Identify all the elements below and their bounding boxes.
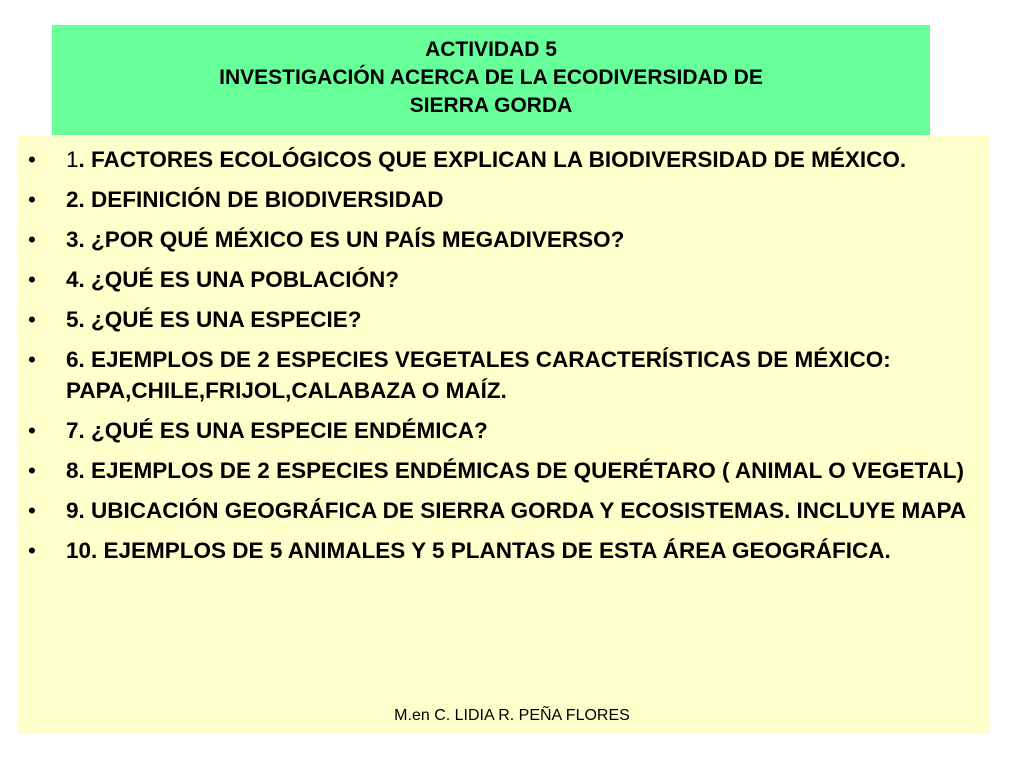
list-item-5 <box>28 304 974 335</box>
bullet-icon: • <box>28 418 36 443</box>
bullet-icon: • <box>28 187 36 212</box>
list-item-text: 5. ¿QUÉ ES UNA ESPECIE? <box>66 307 362 332</box>
list-item-text: . FACTORES ECOLÓGICOS QUE EXPLICAN LA BIODIVERSIDAD DE MÉXICO. <box>78 147 907 172</box>
bullet-icon: • <box>28 458 36 483</box>
content-panel <box>18 136 990 734</box>
bullet-icon: • <box>28 147 36 172</box>
author-footer <box>0 706 1024 726</box>
list-item-text: 7. ¿QUÉ ES UNA ESPECIE ENDÉMICA? <box>66 418 488 443</box>
list-item-7 <box>28 415 974 446</box>
bullet-icon: • <box>28 267 36 292</box>
list-item-text: 10. EJEMPLOS DE 5 ANIMALES Y 5 PLANTAS DE ESTA ÁREA GEOGRÁFICA. <box>66 538 891 563</box>
bullet-icon: • <box>28 307 36 332</box>
bullet-icon: • <box>28 347 36 372</box>
list-item-text: 4. ¿QUÉ ES UNA POBLACIÓN? <box>66 267 399 292</box>
bullet-icon: • <box>28 538 36 563</box>
title-banner <box>52 25 930 135</box>
list-item-3 <box>28 224 974 255</box>
list-item-text: 6. EJEMPLOS DE 2 ESPECIES VEGETALES CARACTERÍSTICAS DE MÉXICO: PAPA,CHILE,FRIJOL,CALABAZA O MAÍZ. <box>66 347 891 403</box>
list-item-text: 9. UBICACIÓN GEOGRÁFICA DE SIERRA GORDA Y ECOSISTEMAS. INCLUYE MAPA <box>66 498 967 523</box>
list-item-text: 2. DEFINICIÓN DE BIODIVERSIDAD <box>66 187 444 212</box>
bullet-icon: • <box>28 227 36 252</box>
author-name: M.en C. LIDIA R. PEÑA FLORES <box>394 707 630 724</box>
list-item-1 <box>28 144 974 175</box>
list-item-text: 8. EJEMPLOS DE 2 ESPECIES ENDÉMICAS DE QUERÉTARO ( ANIMAL O VEGETAL) <box>66 458 965 483</box>
title-line-2: INVESTIGACIÓN ACERCA DE LA ECODIVERSIDAD DE <box>219 66 763 89</box>
activity-list <box>18 136 990 566</box>
list-item-8 <box>28 455 974 486</box>
title-line-3: SIERRA GORDA <box>409 94 573 117</box>
list-item-6 <box>28 344 974 406</box>
list-item-10 <box>28 535 974 566</box>
list-item-number: 1 <box>66 147 79 172</box>
list-item-4 <box>28 264 974 295</box>
list-item-9 <box>28 495 974 526</box>
bullet-icon: • <box>28 498 36 523</box>
list-item-text: 3. ¿POR QUÉ MÉXICO ES UN PAÍS MEGADIVERSO? <box>66 227 625 252</box>
list-item-2 <box>28 184 974 215</box>
title-line-1: ACTIVIDAD 5 <box>425 38 557 61</box>
